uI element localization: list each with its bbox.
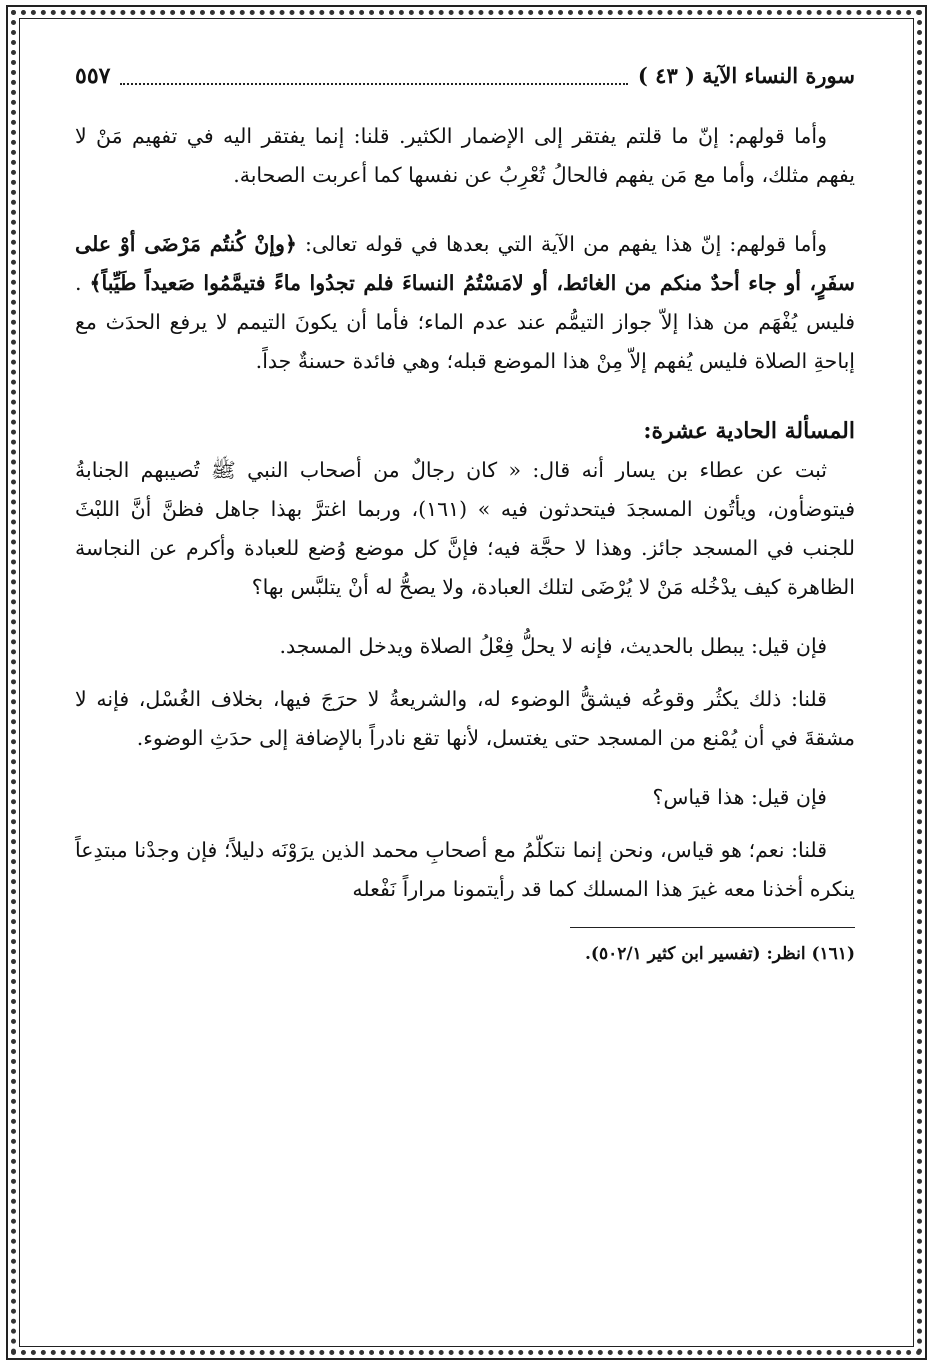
footnote: (١٦١) انظر: (تفسير ابن كثير ٥٠٢/١). [584,944,855,964]
footnote-rule [570,927,855,928]
running-header [75,55,855,97]
section-heading: المسألة الحادية عشرة: [643,418,855,444]
header-title: سورة النساء الآية ( ٤٣ ) [637,63,855,88]
quran-verse: ﴿وإنْ كُنتُم مَرْضَى أوْ على سفَرٍ، أو جاء أحدٌ منكم من الغائط، أو لامَسْتُمُ النساءَ فلم تجدُوا ماءً فتيمَّمُوا صَعيداً طَيِّباً﴾ [75,232,855,295]
paragraph-3: ثبت عن عطاء بن يسار أنه قال: « كان رجالٌ من أصحاب النبي ﷺ تُصيبهم الجنابةُ فيتوضأون، ويأتُون المسجدَ فيتحدثون فيه » (١٦١)، وربما اغترَّ بهذا جاهل فظنَّ أنَّ اللبْثَ للجنب في المسجد جائز. وهذا لا حجَّة فيه؛ فإنَّ كل موضع وُضع للعبادة وأكرم عن النجاسة الظاهرة كيف يدْخُله مَنْ لا يُرْضَى لتلك العبادة، ولا يصحُّ له أنْ يتلبَّس بها؟ [75,458,855,599]
paragraph-5: قلنا: ذلك يكثُر وقوعُه فيشقُّ الوضوء له، والشريعةُ لا حرَجَ فيها، بخلاف الغُسْل، فإنه لا مشقةَ في أن يُمْنع من المسجد حتى يغتسل، لأنها تقع نادراً بالإضافة إلى حدَثِ الوضوء. [75,687,855,750]
paragraph-1: وأما قولهم: إنّ ما قلتم يفتقر إلى الإضمار الكثير. قلنا: إنما يفتقر اليه في تفهيم مَنْ لا يفهم مثلك، وأما مع مَن يفهم فالحالُ تُعْرِبُ عن نفسها كما أعربت الصحابة. [75,124,855,187]
page-number: ٥٥٧ [75,63,111,89]
header-leader-dots [120,83,627,85]
paragraph-6: فإن قيل: هذا قياس؟ [652,785,827,809]
paragraph-2-intro: وأما قولهم: إنّ هذا يفهم من الآية التي بعدها في قوله تعالى: [296,232,827,256]
paragraph-7: قلنا: نعم؛ هو قياس، ونحن إنما نتكلّمُ مع أصحابِ محمد الذين يرَوْنَه دليلاً؛ فإن وجدْنا مبتدِعاً ينكره أخذنا معه غيرَ هذا المسلك كما قد رأيتمونا مراراً نَفْعله [75,838,855,901]
page-content [75,55,855,1315]
paragraph-4: فإن قيل: يبطل بالحديث، فإنه لا يحلُّ فِعْلُ الصلاة ويدخل المسجد. [279,634,827,658]
paragraph-2 [75,225,855,381]
paragraph-2-rest: . فليس يُفْهَم من هذا إلاّ جواز التيمُّم عند عدم الماء؛ فأما أن يكونَ التيمم لا يرفع الحدَث مع إباحةِ الصلاة فليس يُفهم إلاّ مِنْ هذا الموضع قبله؛ وهي فائدة حسنةٌ جداً. [75,271,855,373]
